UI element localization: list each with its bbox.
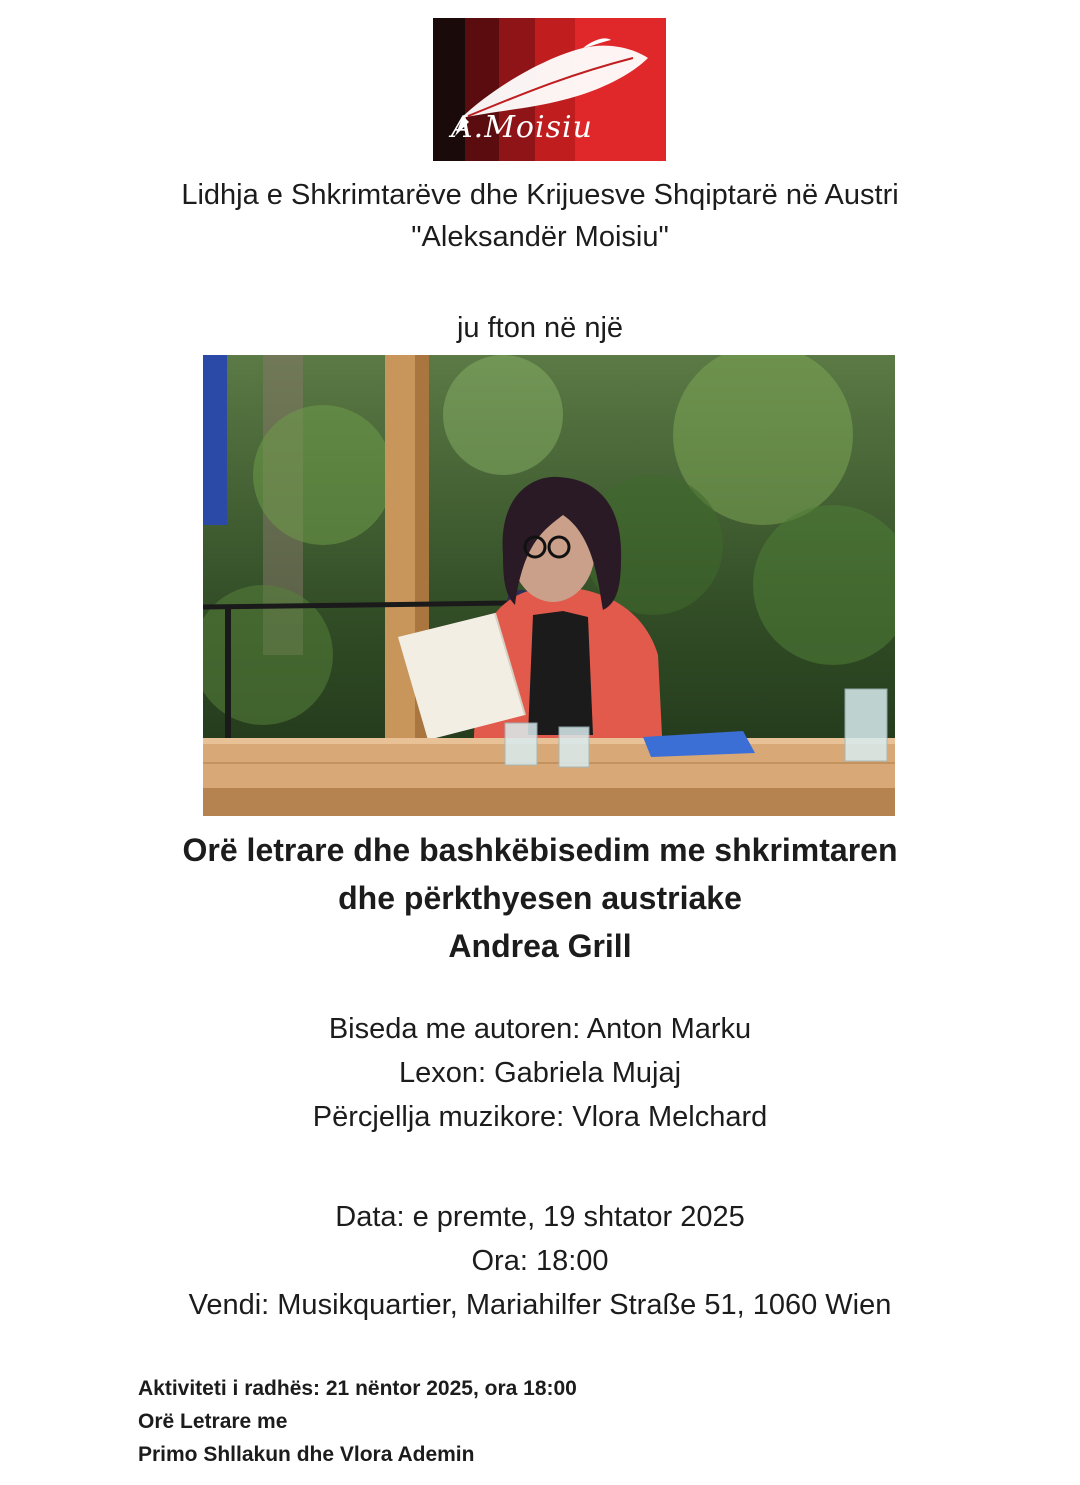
credit-reading: Lexon: Gabriela Mujaj [398,1057,682,1089]
author-name: Andrea Grill [448,928,632,964]
event-time: Ora: 18:00 [471,1245,609,1277]
next-activity-date: Aktiviteti i radhës: 21 nëntor 2025, ora 18:00 [138,1377,577,1400]
author-photo [203,355,895,816]
logo-signature: A.Moisiu [451,110,593,145]
event-title-line2: dhe përkthyesen austriake [338,880,742,916]
event-title-line1: Orë letrare dhe bashkëbisedim me shkrimtaren [182,832,898,868]
event-credits [0,1007,1080,1139]
event-title [0,826,1080,970]
event-details [0,1195,1080,1327]
credit-talk: Biseda me autoren: Anton Marku [328,1013,752,1045]
organization-name [0,174,1080,258]
invitation-text: ju fton në një [456,312,624,344]
organization-name-line1: Lidhja e Shkrimtarëve dhe Krijuesve Shqiptarë në Austri [181,179,899,211]
next-activity-title: Orë Letrare me [138,1410,288,1433]
event-date: Data: e premte, 19 shtator 2025 [335,1201,745,1233]
event-venue: Vendi: Musikquartier, Mariahilfer Straße 51, 1060 Wien [188,1289,892,1321]
next-activity [138,1372,577,1471]
organization-name-line2: "Aleksandër Moisiu" [411,221,669,253]
association-logo [433,18,666,161]
next-activity-guests: Primo Shllakun dhe Vlora Ademin [138,1443,475,1466]
credit-music: Përcjellja muzikore: Vlora Melchard [312,1101,768,1133]
